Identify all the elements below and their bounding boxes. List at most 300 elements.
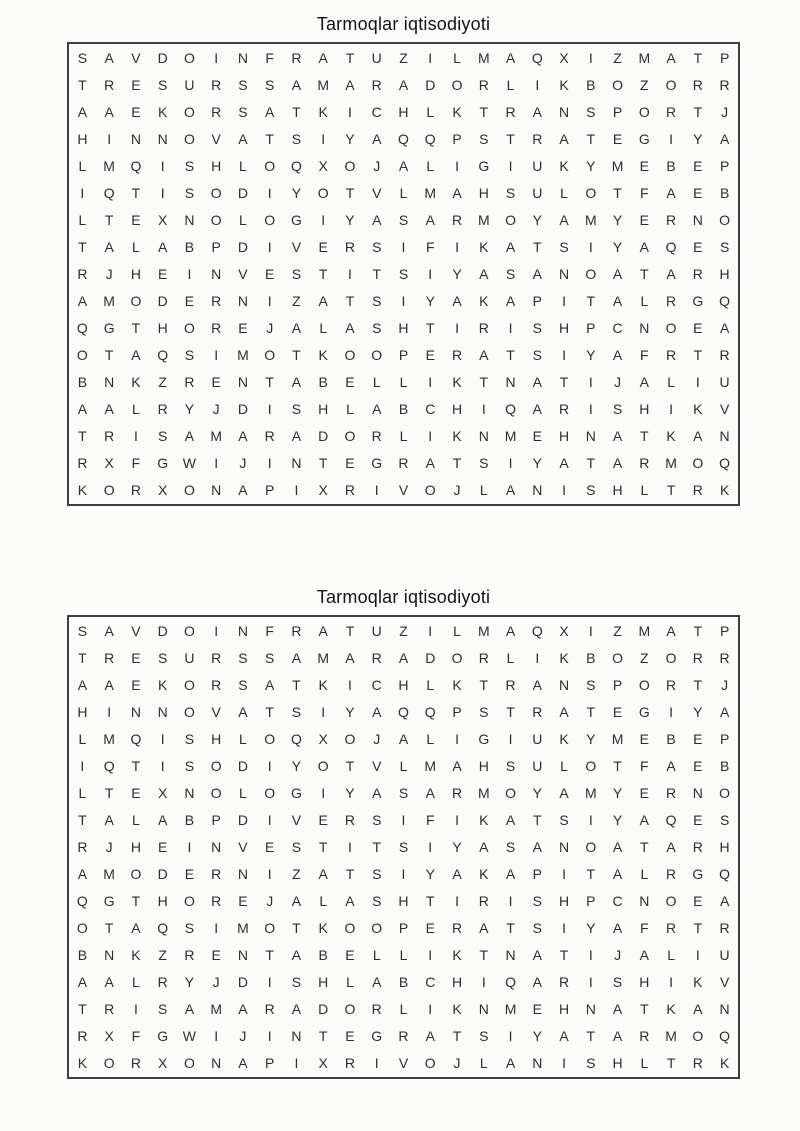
grid-cell: M xyxy=(665,455,677,472)
grid-cell: R xyxy=(184,374,195,391)
grid-cell: R xyxy=(505,103,516,120)
grid-cell: N xyxy=(130,130,141,147)
grid-cell: D xyxy=(157,866,168,883)
grid-cell: G xyxy=(638,130,650,147)
grid-cell: F xyxy=(640,920,649,937)
grid-cell: I xyxy=(588,974,593,991)
grid-cell: P xyxy=(452,130,462,147)
grid-cell: V xyxy=(372,757,382,774)
grid-cell: I xyxy=(535,649,540,666)
grid-cell: H xyxy=(612,482,623,499)
grid-cell: I xyxy=(267,401,272,418)
grid-cell: S xyxy=(559,811,569,828)
grid-cell: E xyxy=(131,676,141,693)
grid-cell: R xyxy=(344,482,356,499)
grid-cell: A xyxy=(398,76,409,93)
grid-cell: O xyxy=(424,482,436,499)
grid-cell: G xyxy=(371,455,383,472)
grid-cell: G xyxy=(291,211,302,228)
grid-cell: E xyxy=(131,103,141,120)
grid-cell: Y xyxy=(291,184,302,201)
grid-cell: A xyxy=(452,757,462,774)
grid-cell: P xyxy=(398,920,409,937)
grid-cell: A xyxy=(77,676,88,693)
grid-cell: X xyxy=(104,455,114,472)
grid-cell: T xyxy=(292,920,301,937)
grid-cell: I xyxy=(267,455,272,472)
grid-cell: L xyxy=(239,157,247,174)
grid-cell: O xyxy=(264,730,276,747)
grid-cell: I xyxy=(428,428,433,445)
grid-cell: O xyxy=(371,347,383,364)
grid-cell: O xyxy=(130,866,142,883)
grid-cell: I xyxy=(267,184,272,201)
puzzle-title: Tarmoqlar iqtisodiyoti xyxy=(316,587,491,607)
grid-cell: T xyxy=(559,947,569,964)
grid-cell: R xyxy=(344,1055,356,1072)
grid-cell: L xyxy=(131,811,140,828)
grid-cell: R xyxy=(558,974,570,991)
grid-cell: L xyxy=(319,893,328,910)
grid-cell: E xyxy=(131,649,141,666)
grid-cell: L xyxy=(640,293,649,310)
grid-cell: J xyxy=(453,482,461,499)
grid-cell: D xyxy=(157,622,168,639)
grid-cell: A xyxy=(639,238,649,255)
grid-cell: S xyxy=(505,838,516,855)
grid-cell: A xyxy=(77,974,88,991)
grid-cell: N xyxy=(211,482,222,499)
grid-cell: L xyxy=(372,374,381,391)
grid-cell: Q xyxy=(398,703,409,720)
grid-cell: D xyxy=(157,293,168,310)
grid-cell: Z xyxy=(292,293,301,310)
grid-cell: P xyxy=(265,1055,275,1072)
grid-cell: N xyxy=(237,622,248,639)
grid-cell: I xyxy=(695,374,700,391)
grid-cell: A xyxy=(318,49,328,66)
grid-cell: I xyxy=(455,811,459,828)
grid-cell: B xyxy=(77,374,88,391)
grid-cell: G xyxy=(478,157,490,174)
grid-cell: T xyxy=(640,265,649,282)
grid-cell: N xyxy=(291,455,302,472)
grid-cell: P xyxy=(719,157,730,174)
grid-cell: P xyxy=(265,482,275,499)
grid-cell: L xyxy=(399,184,408,201)
grid-cell: M xyxy=(237,920,249,937)
grid-cell: A xyxy=(238,703,248,720)
grid-cell: A xyxy=(532,947,542,964)
grid-cell: M xyxy=(477,49,490,66)
grid-cell: A xyxy=(425,1028,435,1045)
grid-cell: A xyxy=(372,130,382,147)
grid-cell: F xyxy=(640,184,649,201)
grid-cell: Y xyxy=(184,974,195,991)
grid-cell: T xyxy=(78,1001,87,1018)
grid-cell: A xyxy=(612,838,623,855)
grid-cell: A xyxy=(291,320,302,337)
grid-cell: H xyxy=(558,320,570,337)
grid-cell: I xyxy=(160,757,165,774)
grid-cell: A xyxy=(291,893,302,910)
grid-cell: O xyxy=(665,893,677,910)
grid-cell: T xyxy=(292,103,301,120)
grid-cell: E xyxy=(693,238,703,255)
grid-cell: A xyxy=(612,455,623,472)
grid-cell: A xyxy=(479,920,489,937)
grid-cell: I xyxy=(214,920,219,937)
grid-cell: S xyxy=(291,265,302,282)
grid-cell: S xyxy=(479,1028,489,1045)
grid-cell: K xyxy=(479,293,489,310)
grid-cell: V xyxy=(131,622,141,639)
grid-cell: A xyxy=(559,703,569,720)
grid-cell: M xyxy=(103,293,115,310)
grid-cell: A xyxy=(291,1001,302,1018)
grid-cell: I xyxy=(428,374,433,391)
grid-cell: T xyxy=(693,622,703,639)
grid-cell: H xyxy=(398,103,409,120)
grid-cell: T xyxy=(479,374,489,391)
grid-cell: V xyxy=(238,265,248,282)
grid-cell: T xyxy=(533,238,542,255)
grid-cell: D xyxy=(237,184,248,201)
word-search-grid xyxy=(67,615,740,1079)
grid-cell: O xyxy=(585,184,597,201)
grid-cell: J xyxy=(266,893,274,910)
grid-cell: K xyxy=(318,347,328,364)
grid-cell: T xyxy=(586,130,596,147)
grid-cell: S xyxy=(77,49,88,66)
grid-cell: E xyxy=(318,811,328,828)
grid-cell: V xyxy=(398,1055,409,1072)
grid-cell: L xyxy=(667,374,675,391)
grid-cell: S xyxy=(238,676,248,693)
grid-cell: T xyxy=(104,920,114,937)
grid-cell: A xyxy=(612,293,623,310)
grid-cell: I xyxy=(508,893,513,910)
grid-cell: E xyxy=(693,730,703,747)
grid-cell: T xyxy=(479,103,489,120)
grid-cell: I xyxy=(455,893,459,910)
grid-cell: Y xyxy=(693,703,703,720)
grid-cell: R xyxy=(104,76,115,93)
grid-cell: A xyxy=(372,401,382,418)
grid-cell: S xyxy=(184,920,195,937)
grid-cell: L xyxy=(399,947,408,964)
grid-cell: I xyxy=(588,49,593,66)
grid-cell: A xyxy=(291,374,302,391)
grid-cell: T xyxy=(693,920,703,937)
grid-cell: D xyxy=(237,811,248,828)
grid-cell: I xyxy=(214,622,219,639)
grid-cell: N xyxy=(505,374,516,391)
grid-cell: R xyxy=(77,838,88,855)
grid-cell: O xyxy=(183,1055,195,1072)
grid-cell: Q xyxy=(719,455,731,472)
grid-cell: H xyxy=(318,401,329,418)
grid-cell: V xyxy=(238,838,248,855)
grid-cell: Y xyxy=(532,211,542,228)
grid-cell: E xyxy=(131,784,141,801)
grid-cell: A xyxy=(612,428,623,445)
grid-cell: X xyxy=(157,211,168,228)
grid-cell: X xyxy=(318,157,328,174)
grid-cell: U xyxy=(532,184,543,201)
grid-cell: A xyxy=(719,320,730,337)
grid-cell: M xyxy=(210,428,222,445)
grid-cell: K xyxy=(719,1055,730,1072)
grid-cell: N xyxy=(104,374,115,391)
grid-cell: I xyxy=(267,866,272,883)
grid-cell: M xyxy=(638,622,651,639)
grid-cell: D xyxy=(425,649,436,666)
grid-cell: E xyxy=(693,184,703,201)
grid-cell: G xyxy=(371,1028,383,1045)
grid-cell: K xyxy=(559,649,569,666)
grid-cell: S xyxy=(291,401,302,418)
grid-cell: J xyxy=(373,157,381,174)
grid-cell: I xyxy=(669,130,674,147)
grid-cell: H xyxy=(612,1055,623,1072)
grid-cell: A xyxy=(612,347,623,364)
grid-cell: S xyxy=(238,649,248,666)
grid-cell: E xyxy=(639,730,649,747)
grid-cell: S xyxy=(291,974,302,991)
grid-cell: L xyxy=(78,730,87,747)
grid-cell: O xyxy=(183,676,195,693)
grid-cell: R xyxy=(104,649,115,666)
grid-cell: A xyxy=(505,1055,516,1072)
grid-cell: S xyxy=(532,920,542,937)
grid-cell: O xyxy=(264,157,276,174)
grid-cell: S xyxy=(238,76,248,93)
grid-cell: Y xyxy=(452,265,462,282)
grid-cell: E xyxy=(318,238,328,255)
grid-cell: M xyxy=(103,730,115,747)
grid-cell: T xyxy=(693,103,703,120)
grid-cell: T xyxy=(372,265,382,282)
grid-cell: Z xyxy=(613,622,622,639)
grid-cell: Q xyxy=(157,920,169,937)
grid-cell: A xyxy=(452,184,462,201)
grid-cell: S xyxy=(586,103,596,120)
grid-cell: L xyxy=(399,428,408,445)
grid-cell: U xyxy=(532,157,543,174)
grid-cell: Y xyxy=(184,401,195,418)
grid-cell: I xyxy=(562,1055,566,1072)
grid-cell: T xyxy=(559,374,569,391)
grid-cell: A xyxy=(77,103,88,120)
grid-cell: I xyxy=(267,238,272,255)
grid-cell: K xyxy=(693,401,703,418)
grid-cell: L xyxy=(560,757,568,774)
grid-cell: P xyxy=(586,320,596,337)
grid-cell: T xyxy=(131,320,141,337)
grid-cell: I xyxy=(80,184,85,201)
grid-cell: H xyxy=(558,893,570,910)
grid-cell: N xyxy=(211,265,222,282)
grid-cell: I xyxy=(588,947,593,964)
grid-cell: R xyxy=(692,265,703,282)
grid-cell: R xyxy=(719,347,730,364)
grid-cell: T xyxy=(506,347,515,364)
grid-cell: R xyxy=(666,866,677,883)
grid-cell: O xyxy=(264,211,276,228)
grid-cell: E xyxy=(639,157,649,174)
grid-cell: T xyxy=(345,49,355,66)
grid-cell: E xyxy=(612,130,623,147)
grid-cell: S xyxy=(532,893,542,910)
grid-cell: I xyxy=(321,130,326,147)
grid-cell: S xyxy=(586,482,596,499)
grid-cell: E xyxy=(345,455,355,472)
grid-cell: G xyxy=(638,703,650,720)
grid-cell: K xyxy=(452,1001,462,1018)
grid-cell: V xyxy=(719,974,730,991)
grid-cell: A xyxy=(452,866,462,883)
grid-cell: L xyxy=(131,401,140,418)
grid-cell: J xyxy=(105,265,113,282)
grid-cell: O xyxy=(130,293,142,310)
grid-cell: E xyxy=(131,76,141,93)
grid-cell: R xyxy=(451,347,463,364)
grid-cell: S xyxy=(157,428,168,445)
grid-cell: J xyxy=(721,103,729,120)
grid-cell: I xyxy=(562,293,566,310)
grid-cell: T xyxy=(479,947,489,964)
grid-cell: I xyxy=(669,974,674,991)
grid-cell: H xyxy=(398,320,409,337)
grid-cell: G xyxy=(103,320,115,337)
grid-cell: O xyxy=(451,76,463,93)
grid-cell: I xyxy=(508,1028,513,1045)
grid-cell: J xyxy=(453,1055,461,1072)
grid-cell: N xyxy=(558,838,570,855)
grid-cell: A xyxy=(318,293,328,310)
grid-cell: M xyxy=(317,649,330,666)
grid-cell: Z xyxy=(158,374,167,391)
grid-cell: Y xyxy=(291,757,302,774)
grid-cell: A xyxy=(666,49,676,66)
grid-cell: B xyxy=(398,974,409,991)
grid-cell: R xyxy=(719,76,730,93)
grid-cell: E xyxy=(693,757,703,774)
grid-cell: A xyxy=(104,103,114,120)
grid-cell: R xyxy=(371,1001,382,1018)
grid-cell: A xyxy=(612,265,623,282)
grid-cell: I xyxy=(187,838,192,855)
grid-cell: T xyxy=(452,1028,462,1045)
grid-cell: K xyxy=(479,811,489,828)
grid-cell: P xyxy=(532,293,542,310)
grid-cell: M xyxy=(665,1028,677,1045)
grid-cell: I xyxy=(348,265,352,282)
grid-cell: L xyxy=(319,320,328,337)
grid-cell: L xyxy=(453,49,461,66)
grid-cell: T xyxy=(506,703,515,720)
grid-cell: A xyxy=(639,947,649,964)
grid-cell: A xyxy=(693,428,703,445)
grid-cell: J xyxy=(105,838,113,855)
grid-cell: D xyxy=(237,401,248,418)
grid-cell: R xyxy=(666,347,677,364)
grid-cell: F xyxy=(640,757,649,774)
grid-cell: T xyxy=(586,293,596,310)
grid-cell: O xyxy=(692,1028,704,1045)
grid-cell: T xyxy=(613,757,622,774)
grid-cell: R xyxy=(666,293,677,310)
grid-cell: Q xyxy=(719,293,731,310)
grid-cell: K xyxy=(479,866,489,883)
grid-cell: P xyxy=(719,730,730,747)
grid-cell: A xyxy=(425,211,435,228)
grid-cell: L xyxy=(399,757,408,774)
grid-cell: A xyxy=(238,1001,248,1018)
grid-cell: Y xyxy=(345,784,355,801)
grid-cell: S xyxy=(372,811,382,828)
grid-cell: G xyxy=(157,1028,169,1045)
grid-cell: I xyxy=(80,757,85,774)
grid-cell: Z xyxy=(158,947,167,964)
grid-cell: M xyxy=(477,622,490,639)
grid-cell: N xyxy=(130,703,141,720)
grid-cell: W xyxy=(182,1028,197,1045)
grid-cell: O xyxy=(612,649,624,666)
grid-cell: I xyxy=(401,238,406,255)
grid-cell: T xyxy=(78,76,87,93)
grid-cell: S xyxy=(612,974,623,991)
grid-cell: L xyxy=(453,622,461,639)
grid-cell: R xyxy=(264,428,275,445)
grid-cell: S xyxy=(291,703,302,720)
grid-cell: C xyxy=(371,676,382,693)
grid-cell: L xyxy=(479,482,488,499)
grid-cell: F xyxy=(640,347,649,364)
grid-cell: A xyxy=(666,757,676,774)
grid-cell: O xyxy=(344,1001,356,1018)
grid-cell: Z xyxy=(399,49,408,66)
grid-cell: T xyxy=(586,455,596,472)
grid-cell: A xyxy=(77,866,88,883)
grid-cell: A xyxy=(398,157,409,174)
grid-cell: V xyxy=(719,401,730,418)
grid-cell: D xyxy=(237,757,248,774)
grid-cell: M xyxy=(103,157,115,174)
grid-cell: M xyxy=(210,1001,222,1018)
grid-cell: L xyxy=(78,157,87,174)
grid-cell: A xyxy=(345,893,355,910)
grid-cell: M xyxy=(103,866,115,883)
grid-cell: I xyxy=(187,265,192,282)
grid-cell: A xyxy=(238,482,248,499)
grid-cell: N xyxy=(211,838,222,855)
grid-cell: A xyxy=(693,1001,703,1018)
grid-cell: T xyxy=(345,757,355,774)
grid-cell: I xyxy=(669,703,674,720)
grid-cell: S xyxy=(586,1055,596,1072)
grid-cell: M xyxy=(638,49,651,66)
grid-cell: R xyxy=(558,401,570,418)
grid-cell: L xyxy=(426,730,435,747)
grid-cell: O xyxy=(210,211,222,228)
grid-cell: R xyxy=(398,455,409,472)
puzzle-copy-2 xyxy=(67,586,740,1079)
grid-cell: A xyxy=(559,455,569,472)
grid-cell: S xyxy=(398,784,409,801)
grid-cell: I xyxy=(374,482,379,499)
